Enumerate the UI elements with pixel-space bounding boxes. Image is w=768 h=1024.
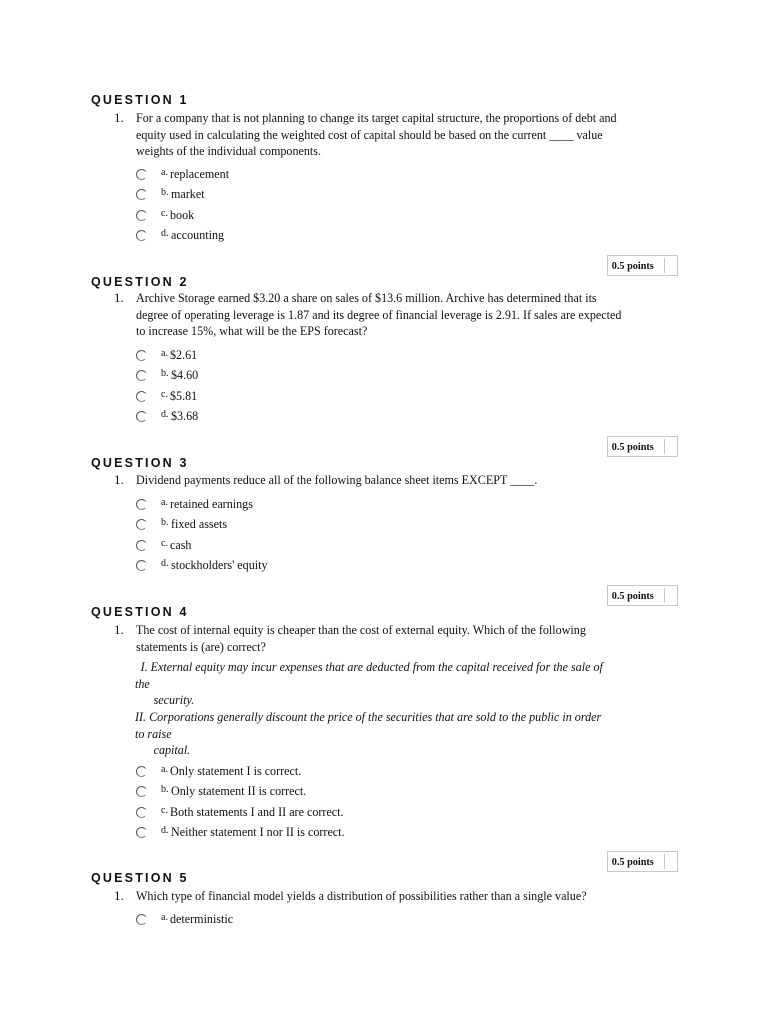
radio-button[interactable] xyxy=(136,169,147,180)
radio-button[interactable] xyxy=(136,827,147,838)
question-4-title: QUESTION 4 xyxy=(91,605,189,619)
question-1-option-a[interactable] xyxy=(136,165,233,183)
option-letter: d. xyxy=(161,227,169,239)
question-2-option-d[interactable] xyxy=(136,407,200,425)
radio-button[interactable] xyxy=(136,540,147,551)
option-letter: a. xyxy=(161,347,168,359)
question-5-text: Which type of financial model yields a distribution of possibilities rather than a single value? xyxy=(136,888,587,903)
radio-button[interactable] xyxy=(136,560,147,571)
statement-1-line-3: security. xyxy=(153,692,195,707)
radio-button[interactable] xyxy=(136,411,147,422)
option-letter: b. xyxy=(161,783,169,795)
question-1-points-badge xyxy=(607,255,678,276)
option-letter: b. xyxy=(161,516,169,528)
option-letter: d. xyxy=(161,408,169,420)
radio-button[interactable] xyxy=(136,766,147,777)
option-letter: d. xyxy=(161,824,169,836)
option-text: Only statement I is correct. xyxy=(169,763,302,778)
question-2-option-b[interactable] xyxy=(136,366,200,384)
option-text: stockholders' equity xyxy=(170,557,268,572)
question-3-option-c[interactable] xyxy=(136,536,193,554)
points-label: 0.5 points xyxy=(611,440,654,453)
question-2-number: 1. xyxy=(114,290,124,305)
divider xyxy=(664,258,665,273)
statement-1-line-1: I. External equity may incur expenses that are deducted from the capital received for the sale of xyxy=(140,659,603,674)
question-3-text: Dividend payments reduce all of the following balance sheet items EXCEPT ____. xyxy=(136,472,538,487)
option-letter: c. xyxy=(161,537,168,549)
statement-2-line-3: capital. xyxy=(153,742,191,757)
radio-button[interactable] xyxy=(136,914,147,925)
question-2-title: QUESTION 2 xyxy=(91,275,189,289)
question-5-title: QUESTION 5 xyxy=(91,871,189,885)
question-1-title: QUESTION 1 xyxy=(91,93,189,107)
statement-1-line-2: the xyxy=(135,675,150,691)
option-letter: a. xyxy=(161,911,168,923)
radio-button[interactable] xyxy=(136,499,147,510)
question-1-option-b[interactable] xyxy=(136,185,207,203)
option-text: Only statement II is correct. xyxy=(170,783,306,798)
option-text: retained earnings xyxy=(169,496,253,511)
question-2-option-a[interactable] xyxy=(136,346,199,364)
question-3-points-badge xyxy=(607,585,678,606)
option-text: replacement xyxy=(169,166,230,181)
question-1-text: For a company that is not planning to change its target capital structure, the proportions of debt and equity used in calculating the weighted cost of capital should be based on the current ____ value weights of the individual components. xyxy=(136,110,617,158)
question-4-option-a[interactable] xyxy=(136,762,311,780)
radio-button[interactable] xyxy=(136,786,147,797)
radio-button[interactable] xyxy=(136,370,147,381)
points-label: 0.5 points xyxy=(611,589,654,602)
option-text: book xyxy=(169,207,195,222)
option-text: Neither statement I nor II is correct. xyxy=(170,824,345,839)
option-letter: b. xyxy=(161,186,169,198)
option-letter: d. xyxy=(161,557,169,569)
radio-button[interactable] xyxy=(136,391,147,402)
question-4-number: 1. xyxy=(114,622,124,637)
option-letter: a. xyxy=(161,763,168,775)
question-1-option-d[interactable] xyxy=(136,226,228,244)
option-text: Both statements I and II are correct. xyxy=(169,804,344,819)
option-text: deterministic xyxy=(169,911,234,926)
question-4-statement-2 xyxy=(135,709,656,759)
question-3-option-b[interactable] xyxy=(136,515,231,533)
question-3-number: 1. xyxy=(114,472,124,487)
divider xyxy=(664,588,665,603)
question-4-points-badge xyxy=(607,851,678,872)
option-letter: c. xyxy=(161,804,168,816)
question-4-option-c[interactable] xyxy=(136,803,357,821)
statement-2-line-1: II. Corporations generally discount the price of the securities that are sold to the public in order xyxy=(135,709,602,724)
radio-button[interactable] xyxy=(136,210,147,221)
question-3-title: QUESTION 3 xyxy=(91,456,189,470)
radio-button[interactable] xyxy=(136,189,147,200)
option-text: accounting xyxy=(170,227,224,242)
option-text: market xyxy=(170,186,205,201)
option-text: $3.68 xyxy=(170,408,198,423)
question-2-text: Archive Storage earned $3.20 a share on sales of $13.6 million. Archive has determined that its degree of operating leverage is 1.87 and its degree of financial leverage is 2.91. If sales are expected to increase 15%, what will be the EPS forecast? xyxy=(136,290,622,338)
points-label: 0.5 points xyxy=(611,259,654,272)
question-5-number: 1. xyxy=(114,888,124,903)
divider xyxy=(664,439,665,454)
question-3-option-d[interactable] xyxy=(136,556,274,574)
option-letter: c. xyxy=(161,207,168,219)
option-text: $2.61 xyxy=(169,347,198,362)
radio-button[interactable] xyxy=(136,519,147,530)
question-1-number: 1. xyxy=(114,110,124,125)
question-2-points-badge xyxy=(607,436,678,457)
question-4-text: The cost of internal equity is cheaper than the cost of external equity. Which of the following statements is (are) correct? xyxy=(136,622,586,654)
option-letter: c. xyxy=(161,388,168,400)
points-label: 0.5 points xyxy=(611,855,654,868)
question-1-option-c[interactable] xyxy=(136,206,196,224)
option-letter: a. xyxy=(161,496,168,508)
option-text: fixed assets xyxy=(170,516,227,531)
option-text: cash xyxy=(169,537,192,552)
divider xyxy=(664,854,665,869)
option-letter: b. xyxy=(161,367,169,379)
option-text: $5.81 xyxy=(169,388,198,403)
question-2-option-c[interactable] xyxy=(136,387,199,405)
radio-button[interactable] xyxy=(136,350,147,361)
question-4-statement-1 xyxy=(135,659,656,709)
radio-button[interactable] xyxy=(136,230,147,241)
question-5-option-a[interactable] xyxy=(136,910,238,928)
question-4-option-b[interactable] xyxy=(136,782,316,800)
question-4-option-d[interactable] xyxy=(136,823,357,841)
statement-2-line-2: to raise xyxy=(135,725,172,741)
option-text: $4.60 xyxy=(170,367,198,382)
option-letter: a. xyxy=(161,166,168,178)
question-3-option-a[interactable] xyxy=(136,495,259,513)
radio-button[interactable] xyxy=(136,807,147,818)
